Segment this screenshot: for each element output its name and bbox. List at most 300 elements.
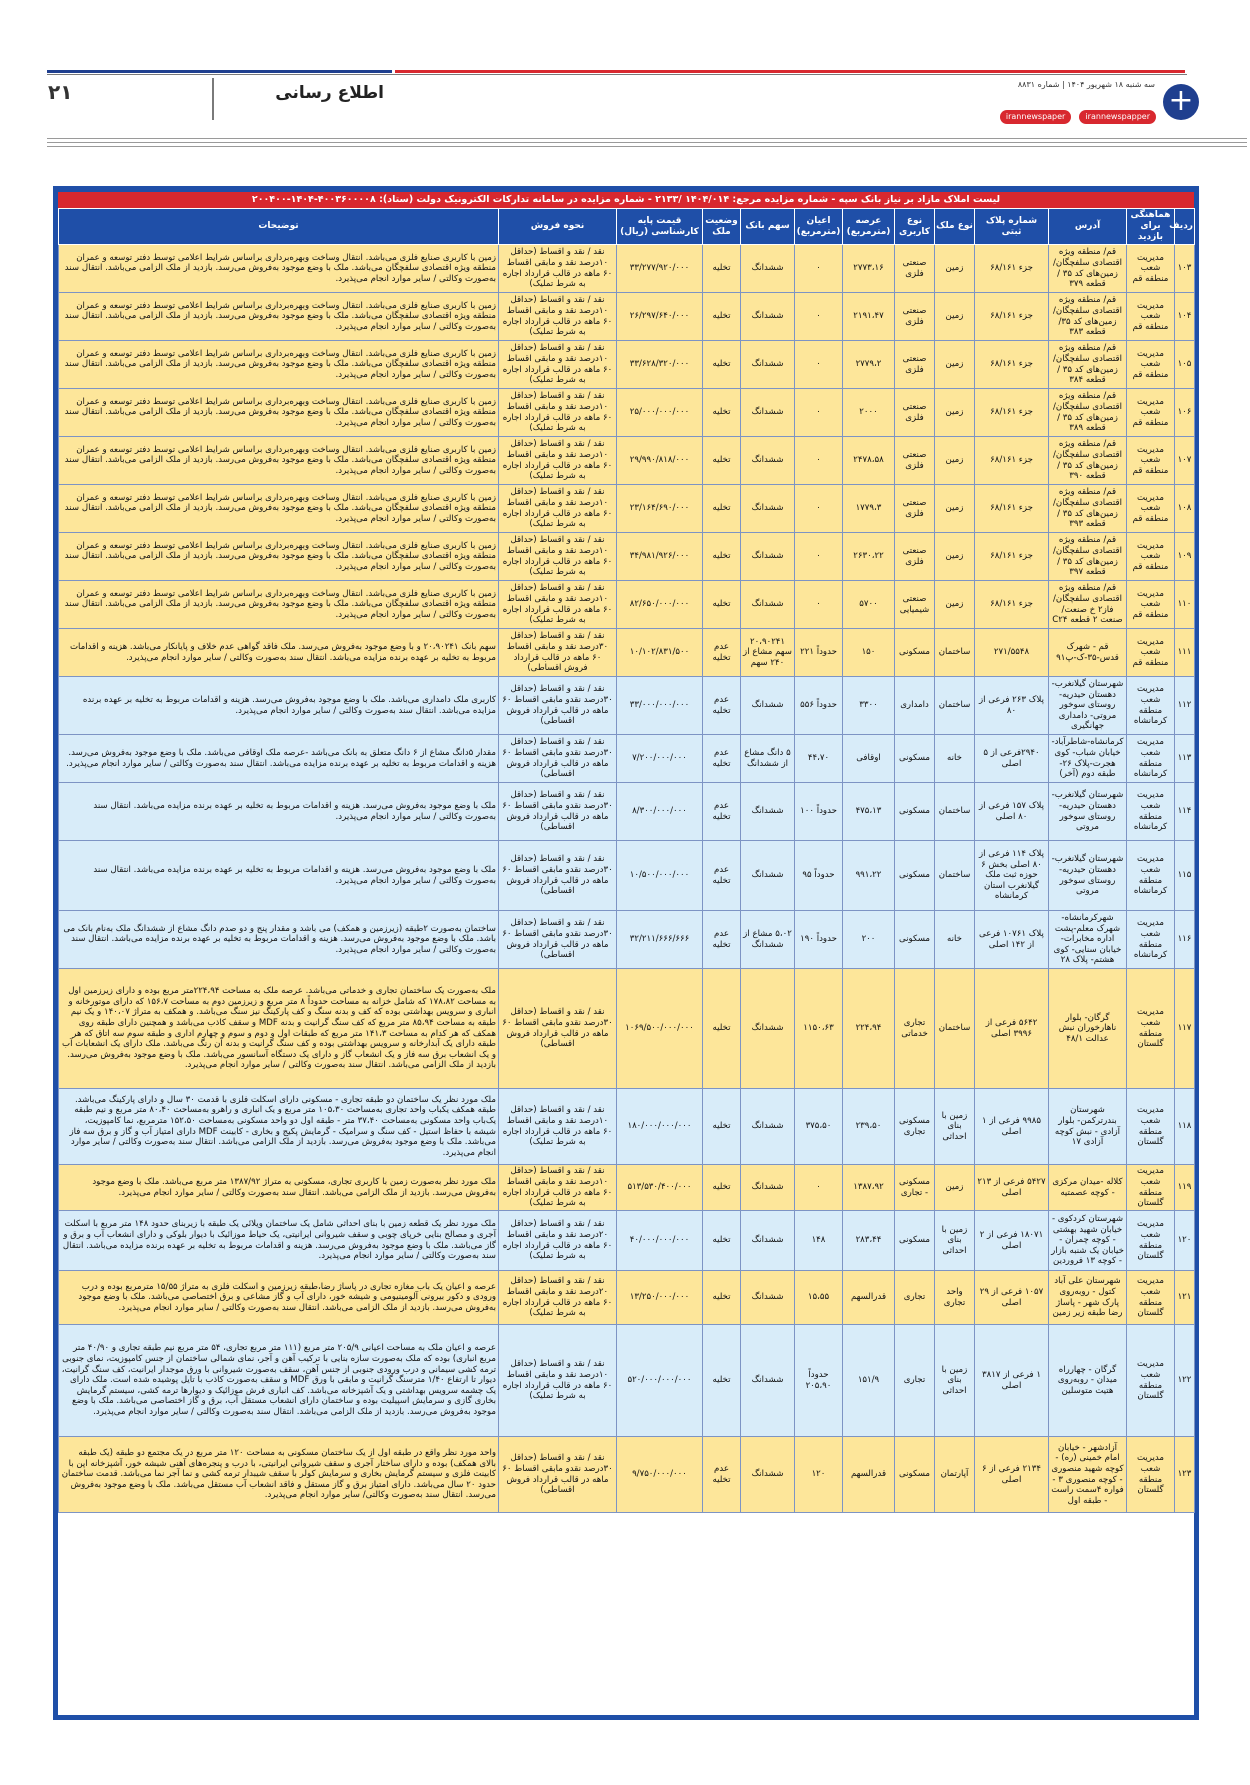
cell-type: ساختمان	[935, 969, 975, 1089]
cell-n: ۱۱۳	[1175, 735, 1195, 783]
cell-bldg: ۰	[795, 389, 843, 437]
cell-area: ۲۰۰۰	[843, 389, 895, 437]
cell-area: ۲۰۰	[843, 911, 895, 969]
cell-plate: جزء ۶۸/۱۶۱	[975, 389, 1049, 437]
cell-sale: نقد / نقد و اقساط (حداقل ۲۰درصد نقد و مابقی اقساط ۶۰ ماهه در قالب قرارداد اجاره به شرط تملیک)	[499, 1211, 617, 1271]
cell-bldg: ۴۴،۷۰	[795, 735, 843, 783]
cell-status: تخلیه	[703, 437, 741, 485]
cell-desc: زمین با کاربری صنایع فلزی می‌باشد. انتقال وساخت وبهره‌برداری براساس شرایط اعلامی توسط دفتر توسعه و عمران منطقه ویژه اقتصادی سلفچگان می‌باشد. ملک با وضع موجود به‌فروش می‌رسد. بازدید از ملک الزامی می‌باشد. انتقال سند به‌صورت وکالتی / سایر موارد انجام می‌پذیرد.	[59, 437, 499, 485]
cell-sale: نقد / نقد و اقساط (حداقل ۱۰درصد نقد و مابقی اقساط ۶۰ ماهه در قالب قرارداد اجاره به شرط تملیک)	[499, 1089, 617, 1165]
cell-plate: جزء ۶۸/۱۶۱	[975, 485, 1049, 533]
cell-desc: ملک مورد نظر یک ساختمان دو طبقه تجاری - مسکونی دارای اسکلت فلزی با قدمت ۳۰ سال و دارای پارکینگ می‌باشد. طبقه همکف یکباب واحد تجاری به‌مساحت ۱۰۵،۳۰ متر مربع و یک انباری و راهرو به‌مساحت ۸۰،۴۰ متر مربع و نیم طبقه یک‌باب واحد مسکونی به‌مساحت ۳۷،۴۰ متر - طبقه اول دو واحد مسکونی به‌مساحت ۱۵۲،۵۰ مترمربع، نما کامپوزیت، شیشه با حفاظ استیل - کف سنگ و سرامیک - گرمایش پکیج و بخاری - کابینت MDF دارای امتیاز آب و گاز و برق سه فاز می‌باشد. ملک با وضع موجود به‌فروش می‌رسد. بازدید از ملک الزامی می‌باشد. انتقال سند به‌صورت وکالتی / سایر موارد انجام می‌پذیرد.	[59, 1089, 499, 1165]
table-row	[59, 1271, 1195, 1325]
cell-share: ششدانگ	[741, 437, 795, 485]
cell-status: تخلیه	[703, 293, 741, 341]
cell-visit: مدیریت شعب منطقه کرمانشاه	[1127, 841, 1175, 911]
cell-address: شهرکرمانشاه-شهرک معلم-پشت اداره مخابرات- خیابان سنایی- کوی هشتم- پلاک ۲۸	[1049, 911, 1127, 969]
cell-n: ۱۱۴	[1175, 783, 1195, 841]
cell-visit: مدیریت شعب منطقه قم	[1127, 581, 1175, 629]
cell-plate: جزء ۶۸/۱۶۱	[975, 293, 1049, 341]
cell-bldg: ۰	[795, 437, 843, 485]
cell-bldg: حدوداً ۱۰۰	[795, 783, 843, 841]
cell-n: ۱۲۰	[1175, 1211, 1195, 1271]
cell-share: ششدانگ	[741, 1271, 795, 1325]
cell-plate: جزء ۶۸/۱۶۱	[975, 533, 1049, 581]
rule-1	[47, 138, 1247, 139]
cell-bldg: ۰	[795, 245, 843, 293]
cell-n: ۱۰۵	[1175, 341, 1195, 389]
cell-type: آپارتمان	[935, 1437, 975, 1513]
table-row	[59, 437, 1195, 485]
cell-n: ۱۲۳	[1175, 1437, 1195, 1513]
cell-visit: مدیریت شعب منطقه گلستان	[1127, 1437, 1175, 1513]
rule-3	[47, 146, 1247, 147]
cell-address: قم/ منطقه ویژه اقتصادی سلفچگان/ زمین‌های کد ۳۵ / قطعه ۳۸۹	[1049, 389, 1127, 437]
cell-bldg: ۱۱۵۰،۶۳	[795, 969, 843, 1089]
cell-desc: کاربری ملک دامداری می‌باشد. ملک با وضع موجود به‌فروش می‌رسد. هزینه و اقدامات مربوط به تخلیه بر عهده برنده مزایده می‌باشد. انتقال سند به‌صورت وکالتی / سایر موارد انجام می‌پذیرد.	[59, 677, 499, 735]
cell-status: تخلیه	[703, 1089, 741, 1165]
table-title: لیست املاک مازاد بر نیاز بانک سپه - شماره مزایده مرجع: ۱۴۰۴/۰۱۴ /۲۱۳۳ - شماره مزایده در سامانه تدارکات الکترونیک دولت (ستاد): ۴۰۰۳۶۰۰۰۰۸-۱۴۰۴-۲۰۰۴۰۰	[58, 192, 1194, 208]
cell-use: مسکونی	[895, 911, 935, 969]
cell-bldg: ۰	[795, 293, 843, 341]
cell-bldg: حدوداً ۲۲۱	[795, 629, 843, 677]
table-header-row	[59, 209, 1195, 245]
table-row	[59, 245, 1195, 293]
cell-area: ۲۶۳۰،۲۲	[843, 533, 895, 581]
cell-use: مسکونی	[895, 629, 935, 677]
cell-visit: مدیریت شعب منطقه کرمانشاه	[1127, 911, 1175, 969]
cell-type: زمین	[935, 437, 975, 485]
cell-desc: زمین با کاربری صنایع فلزی می‌باشد. انتقال وساخت وبهره‌برداری براساس شرایط اعلامی توسط دفتر توسعه و عمران منطقه ویژه اقتصادی سلفچگان می‌باشد. ملک با وضع موجود به‌فروش می‌رسد. بازدید از ملک الزامی می‌باشد. انتقال سند به‌صورت وکالتی / سایر موارد انجام می‌پذیرد.	[59, 293, 499, 341]
table-row	[59, 783, 1195, 841]
cell-n: ۱۱۵	[1175, 841, 1195, 911]
column-header: اعیان (مترمربع)	[795, 209, 843, 245]
cell-price: ۱۰۶۹/۵۰۰/۰۰۰/۰۰۰	[617, 969, 703, 1089]
cell-type: ساختمان	[935, 783, 975, 841]
cell-use: مسکونی تجاری	[895, 1089, 935, 1165]
table-row	[59, 341, 1195, 389]
table-row	[59, 735, 1195, 783]
cell-address: گرگان - چهارراه میدان - روبه‌روی هتیت متوسلین	[1049, 1325, 1127, 1437]
cell-status: عدم تخلیه	[703, 629, 741, 677]
cell-status: تخلیه	[703, 969, 741, 1089]
column-header: نوع کاربری	[895, 209, 935, 245]
cell-visit: مدیریت شعب منطقه کرمانشاه	[1127, 677, 1175, 735]
cell-area: ۳۳۰۰	[843, 677, 895, 735]
cell-desc: واحد مورد نظر واقع در طبقه اول از یک ساختمان مسکونی به مساحت ۱۲۰ متر مربع در یک مجتمع دو طبقه (یک طبقه بالای همکف) بوده و دارای ساختار آجری و سقف شیروانی ایرانیتی، با درب و پنجره‌های آهنی شیشه خور، آشپزخانه اپن با کابینت فلزی و سیستم گرمایش بخاری و سرمایش کولر با سقف شیبدار ترمه کشی و نما آجر نما می‌باشد. قدمت ساختمان حدود ۲۰ سال می‌باشد. دارای امتیاز برق و گاز مستقل و فاقد انشعاب آب مستقل می‌باشد. ملک با وضع موجود به‌فروش می‌رسد. انتقال سند به‌صورت وکالتی/ سایر موارد انجام می‌پذیرد.	[59, 1437, 499, 1513]
cell-visit: مدیریت شعب منطقه گلستان	[1127, 1089, 1175, 1165]
cell-visit: مدیریت شعب منطقه قم	[1127, 389, 1175, 437]
cell-price: ۱۳/۲۵۰/۰۰۰/۰۰۰	[617, 1271, 703, 1325]
column-header: ردیف	[1175, 209, 1195, 245]
cell-visit: مدیریت شعب منطقه قم	[1127, 293, 1175, 341]
cell-price: ۳۳/۲۷۷/۹۲۰/۰۰۰	[617, 245, 703, 293]
column-header: عرصه (مترمربع)	[843, 209, 895, 245]
cell-type: زمین	[935, 581, 975, 629]
cell-area: ۹۹۱،۲۲	[843, 841, 895, 911]
cell-type: ساختمان	[935, 629, 975, 677]
cell-bldg: حدوداً ۹۵	[795, 841, 843, 911]
cell-desc: ملک با وضع موجود به‌فروش می‌رسد. هزینه و اقدامات مربوط به تخلیه بر عهده برنده مزایده می‌باشد. انتقال سند به‌صورت وکالتی / سایر موارد انجام می‌پذیرد.	[59, 841, 499, 911]
cell-status: تخلیه	[703, 1271, 741, 1325]
cell-price: ۸/۳۰۰/۰۰۰/۰۰۰	[617, 783, 703, 841]
cell-area: ۲۸۳،۴۴	[843, 1211, 895, 1271]
social-handles	[958, 104, 1156, 119]
cell-type: زمین	[935, 533, 975, 581]
cell-bldg: ۱۵،۵۵	[795, 1271, 843, 1325]
cell-price: ۴۰/۰۰۰/۰۰۰/۰۰۰	[617, 1211, 703, 1271]
column-header: توضیحات	[59, 209, 499, 245]
cell-type: ساختمان	[935, 677, 975, 735]
cell-desc: زمین با کاربری صنایع فلزی می‌باشد. انتقال وساخت وبهره‌برداری براساس شرایط اعلامی توسط دفتر توسعه و عمران منطقه ویژه اقتصادی سلفچگان می‌باشد. ملک با وضع موجود به‌فروش می‌رسد. بازدید از ملک الزامی می‌باشد. انتقال سند به‌صورت وکالتی / سایر موارد انجام می‌پذیرد.	[59, 341, 499, 389]
table-row	[59, 389, 1195, 437]
cell-status: تخلیه	[703, 581, 741, 629]
header-divider	[47, 74, 1187, 75]
table-row	[59, 969, 1195, 1089]
table-row	[59, 629, 1195, 677]
cell-type: زمین	[935, 389, 975, 437]
cell-area: ۱۷۷۹،۳	[843, 485, 895, 533]
table-row	[59, 1437, 1195, 1513]
cell-address: شهرستان گیلانغرب- دهستان حیدریه- روستای سوخور مروتی	[1049, 783, 1127, 841]
cell-n: ۱۲۱	[1175, 1271, 1195, 1325]
cell-sale: نقد / نقد و اقساط (حداقل ۳۰درصد نقد و مابقی اقساط ۶۰ ماهه در قالب قرارداد فروش اقساطی)	[499, 629, 617, 677]
cell-type: ساختمان	[935, 841, 975, 911]
cell-visit: مدیریت شعب منطقه گلستان	[1127, 969, 1175, 1089]
cell-price: ۲۶/۲۹۷/۶۴۰/۰۰۰	[617, 293, 703, 341]
cell-address: شهرستان گیلانغرب- دهستان حیدریه- روستای سوخور مروتی- دامداری جهانگیری	[1049, 677, 1127, 735]
social-handle-2[interactable]: irannewspaper	[1000, 110, 1071, 124]
cell-share: ششدانگ	[741, 1211, 795, 1271]
cell-sale: نقد / نقد و اقساط (حداقل ۱۰درصد نقد و مابقی اقساط ۶۰ ماهه در قالب قرارداد اجاره به شرط تملیک)	[499, 533, 617, 581]
cell-bldg: حدوداً ۵۵۶	[795, 677, 843, 735]
cell-price: ۹/۷۵۰/۰۰۰/۰۰۰	[617, 1437, 703, 1513]
cell-status: تخلیه	[703, 341, 741, 389]
cell-price: ۳۳/۶۲۸/۳۲۰/۰۰۰	[617, 341, 703, 389]
cell-price: ۳۴/۹۸۱/۹۲۶/۰۰۰	[617, 533, 703, 581]
column-header: قیمت پایه کارشناسی (ریال)	[617, 209, 703, 245]
cell-bldg: ۰	[795, 533, 843, 581]
auction-table-body	[58, 208, 1194, 1715]
cell-use: دامداری	[895, 677, 935, 735]
cell-n: ۱۰۸	[1175, 485, 1195, 533]
cell-plate: ۵۶۴۲ فرعی از ۳۹۹۶ اصلی	[975, 969, 1049, 1089]
cell-share: ششدانگ	[741, 341, 795, 389]
table-row	[59, 485, 1195, 533]
cell-area: ۱۵۱/۹	[843, 1325, 895, 1437]
cell-status: تخلیه	[703, 1211, 741, 1271]
cell-price: ۳۲/۲۱۱/۶۶۶/۶۶۶	[617, 911, 703, 969]
cell-use: مسکونی	[895, 1437, 935, 1513]
table-row	[59, 911, 1195, 969]
auction-table	[58, 208, 1195, 1513]
cell-use: صنعتی فلزی	[895, 341, 935, 389]
cell-use: صنعتی شیمیایی	[895, 581, 935, 629]
cell-visit: مدیریت شعب منطقه قم	[1127, 245, 1175, 293]
table-row	[59, 1211, 1195, 1271]
cell-area: ۱۳۸۷،۹۲	[843, 1165, 895, 1211]
cell-type: زمین	[935, 485, 975, 533]
cell-bldg: ۰	[795, 1165, 843, 1211]
cell-n: ۱۰۶	[1175, 389, 1195, 437]
cell-address: قم/ منطقه ویژه اقتصادی سلفچگان/ زمین‌های کد ۳۵ / قطعه ۳۹۰	[1049, 437, 1127, 485]
column-header: وضعیت ملک	[703, 209, 741, 245]
plus-icon[interactable]: +	[1163, 84, 1199, 120]
cell-area: ۲۳۹،۵۰	[843, 1089, 895, 1165]
cell-n: ۱۱۸	[1175, 1089, 1195, 1165]
cell-desc: ملک با وضع موجود به‌فروش می‌رسد. هزینه و اقدامات مربوط به تخلیه بر عهده برنده مزایده می‌باشد. انتقال سند به‌صورت وکالتی / سایر موارد انجام می‌پذیرد.	[59, 783, 499, 841]
cell-plate: پلاک ۲۶۳ فرعی از ۸۰	[975, 677, 1049, 735]
cell-price: ۲۳/۱۶۴/۶۹۰/۰۰۰	[617, 485, 703, 533]
cell-price: ۲۵/۰۰۰/۰۰۰/۰۰۰	[617, 389, 703, 437]
cell-n: ۱۲۲	[1175, 1325, 1195, 1437]
column-header: نوع ملک	[935, 209, 975, 245]
column-header: آدرس	[1049, 209, 1127, 245]
cell-n: ۱۱۱	[1175, 629, 1195, 677]
table-row	[59, 293, 1195, 341]
cell-share: ششدانگ	[741, 581, 795, 629]
cell-bldg: ۳۷۵،۵۰	[795, 1089, 843, 1165]
page-number: ۲۱	[48, 80, 73, 104]
cell-plate: جزء ۶۸/۱۶۱	[975, 341, 1049, 389]
cell-status: عدم تخلیه	[703, 677, 741, 735]
cell-type: واحد تجاری	[935, 1271, 975, 1325]
cell-visit: مدیریت شعب منطقه قم	[1127, 485, 1175, 533]
cell-address: کرمانشاه-شاطرآباد- خیابان شباب- کوی هجرت-پلاک ۲۶- طبقه دوم (آخر)	[1049, 735, 1127, 783]
cell-n: ۱۰۳	[1175, 245, 1195, 293]
cell-plate: جزء ۶۸/۱۶۱	[975, 245, 1049, 293]
cell-bldg: ۱۲۰	[795, 1437, 843, 1513]
cell-desc: زمین با کاربری صنایع فلزی می‌باشد. انتقال وساخت وبهره‌برداری براساس شرایط اعلامی توسط دفتر توسعه و عمران منطقه ویژه اقتصادی سلفچگان می‌باشد. ملک با وضع موجود به‌فروش می‌رسد. بازدید از ملک الزامی می‌باشد. انتقال سند به‌صورت وکالتی / سایر موارد انجام می‌پذیرد.	[59, 485, 499, 533]
table-row	[59, 677, 1195, 735]
cell-sale: نقد / نقد و اقساط (حداقل ۳۰درصد نقدو مابقی اقساط ۶۰ ماهه در قالب قرارداد فروش اقساطی)	[499, 969, 617, 1089]
cell-area: ۴۷۵،۱۳	[843, 783, 895, 841]
cell-share: ششدانگ	[741, 245, 795, 293]
cell-share: ششدانگ	[741, 1165, 795, 1211]
cell-status: تخلیه	[703, 533, 741, 581]
cell-use: مسکونی	[895, 735, 935, 783]
cell-n: ۱۱۰	[1175, 581, 1195, 629]
cell-price: ۵۱۳/۵۳۰/۴۰۰/۰۰۰	[617, 1165, 703, 1211]
cell-use: مسکونی	[895, 841, 935, 911]
cell-bldg: ۰	[795, 341, 843, 389]
cell-status: تخلیه	[703, 485, 741, 533]
cell-sale: نقد / نقد و اقساط (حداقل ۳۰درصد نقدو مابقی اقساط ۶۰ ماهه در قالب قرارداد فروش اقساطی)	[499, 735, 617, 783]
header-blue-rule	[47, 70, 392, 73]
cell-address: شهرستان علی آباد کتول - روبه‌روی پارک شهر - پاساژ رضا طبقه زیر زمین	[1049, 1271, 1127, 1325]
cell-use: صنعتی فلزی	[895, 389, 935, 437]
cell-n: ۱۱۷	[1175, 969, 1195, 1089]
cell-share: ششدانگ	[741, 389, 795, 437]
cell-share: ششدانگ	[741, 677, 795, 735]
cell-use: تجاری	[895, 1271, 935, 1325]
cell-type: زمین با بنای احداثی	[935, 1089, 975, 1165]
cell-sale: نقد / نقد و اقساط (حداقل ۱۰درصد نقد و مابقی اقساط ۶۰ ماهه در قالب قرارداد اجاره به شرط تملیک)	[499, 245, 617, 293]
cell-area: ۵۷۰۰	[843, 581, 895, 629]
cell-visit: مدیریت شعب منطقه کرمانشاه	[1127, 783, 1175, 841]
cell-sale: نقد / نقد و اقساط (حداقل ۱۰درصد نقد و مابقی اقساط ۶۰ ماهه در قالب قرارداد اجاره به شرط تملیک)	[499, 341, 617, 389]
cell-share: ۵ دانگ مشاع از ششدانگ	[741, 735, 795, 783]
cell-price: ۱۸۰/۰۰۰/۰۰۰/۰۰۰	[617, 1089, 703, 1165]
cell-area: ۲۲۴،۹۴	[843, 969, 895, 1089]
cell-desc: زمین با کاربری صنایع فلزی می‌باشد. انتقال وساخت وبهره‌برداری براساس شرایط اعلامی توسط دفتر توسعه و عمران منطقه ویژه اقتصادی سلفچگان می‌باشد. ملک با وضع موجود به‌فروش می‌رسد. بازدید از ملک الزامی می‌باشد. انتقال سند به‌صورت وکالتی / سایر موارد انجام می‌پذیرد.	[59, 581, 499, 629]
cell-address: قم/ منطقه ویژه اقتصادی سلفچگان/ زمین‌های کد ۳۵ / قطعه ۳۸۴	[1049, 341, 1127, 389]
cell-visit: مدیریت شعب منطقه قم	[1127, 341, 1175, 389]
cell-sale: نقد / نقد و اقساط (حداقل ۳۰درصد نقدو مابقی اقساط ۶۰ ماهه در قالب قرارداد فروش اقساطی)	[499, 783, 617, 841]
cell-visit: مدیریت شعب منطقه گلستان	[1127, 1165, 1175, 1211]
social-handle-1[interactable]: irannewspapper	[1079, 110, 1156, 124]
cell-address: آزادشهر - خیابان امام خمینی (ره) - کوچه شهید منصوری - کوچه منصوری ۳ - فواره ۴سمت راست - طبقه اول	[1049, 1437, 1127, 1513]
cell-n: ۱۰۷	[1175, 437, 1195, 485]
cell-sale: نقد / نقد و اقساط (حداقل ۱۰درصد نقد و مابقی اقساط ۶۰ ماهه در قالب قرارداد اجاره به شرط تملیک)	[499, 437, 617, 485]
cell-share: ششدانگ	[741, 1437, 795, 1513]
cell-sale: نقد / نقد و اقساط (حداقل ۳۰درصد نقدو مابقی اقساط ۶۰ ماهه در قالب قرارداد فروش اقساطی)	[499, 677, 617, 735]
cell-address: کلاله -میدان مرکزی - کوچه عصمتیه	[1049, 1165, 1127, 1211]
cell-price: ۱۰/۵۰۰/۰۰۰/۰۰۰	[617, 841, 703, 911]
cell-use: صنعتی فلزی	[895, 437, 935, 485]
cell-sale: نقد / نقد و اقساط (حداقل ۱۰درصد نقد و مابقی اقساط ۶۰ ماهه در قالب قرارداد اجاره به شرط تملیک)	[499, 581, 617, 629]
cell-plate: ۱۸۰۷۱ فرعی از ۲ اصلی	[975, 1211, 1049, 1271]
cell-share: ششدانگ	[741, 293, 795, 341]
header-red-rule	[395, 70, 1185, 73]
cell-bldg: ۰	[795, 581, 843, 629]
cell-type: خانه	[935, 735, 975, 783]
cell-plate: ۱۰۵۷ فرعی از ۲۹ اصلی	[975, 1271, 1049, 1325]
table-row	[59, 533, 1195, 581]
cell-address: قم/ منطقه ویژه اقتصادی سلفچگان/ فاز۲ خ صنعت/ صنعت ۲ قطعه C۲۴	[1049, 581, 1127, 629]
cell-type: زمین با بنای احداثی	[935, 1211, 975, 1271]
cell-visit: مدیریت شعب منطقه گلستان	[1127, 1271, 1175, 1325]
column-header: نحوه فروش	[499, 209, 617, 245]
cell-price: ۵۲۰/۰۰۰/۰۰۰/۰۰۰	[617, 1325, 703, 1437]
cell-address: شهرستان گیلانغرب- دهستان حیدریه- روستای سوخور مروتی	[1049, 841, 1127, 911]
cell-area: ۲۴۷۸،۵۸	[843, 437, 895, 485]
cell-plate: ۵۴۲۷ فرعی از ۲۱۳ اصلی	[975, 1165, 1049, 1211]
cell-plate: ۲۷۱/۵۵۴۸	[975, 629, 1049, 677]
cell-bldg: حدوداً ۱۹۰	[795, 911, 843, 969]
cell-sale: نقد / نقد و اقساط (حداقل ۱۰درصد نقد و مابقی اقساط ۶۰ ماهه در قالب قرارداد اجاره به شرط تملیک)	[499, 293, 617, 341]
cell-n: ۱۱۶	[1175, 911, 1195, 969]
cell-visit: مدیریت شعب منطقه قم	[1127, 437, 1175, 485]
cell-sale: نقد / نقد و اقساط (حداقل ۲۰درصد نقد و مابقی اقساط ۶۰ ماهه در قالب قرارداد اجاره به شرط تملیک)	[499, 1271, 617, 1325]
cell-plate: ۲۹۴۰فرعی از ۵ اصلی	[975, 735, 1049, 783]
cell-plate: جزء ۶۸/۱۶۱	[975, 581, 1049, 629]
cell-plate: جزء ۶۸/۱۶۱	[975, 437, 1049, 485]
cell-use: مسکونی	[895, 783, 935, 841]
section-title: اطلاع رسانی	[212, 78, 390, 120]
cell-type: خانه	[935, 911, 975, 969]
cell-status: تخلیه	[703, 1165, 741, 1211]
cell-n: ۱۰۹	[1175, 533, 1195, 581]
cell-price: ۸۲/۶۵۰/۰۰۰/۰۰۰	[617, 581, 703, 629]
cell-n: ۱۱۲	[1175, 677, 1195, 735]
cell-bldg: ۱۴۸	[795, 1211, 843, 1271]
cell-use: صنعتی فلزی	[895, 245, 935, 293]
cell-type: زمین	[935, 1165, 975, 1211]
cell-share: ششدانگ	[741, 533, 795, 581]
cell-use: صنعتی فلزی	[895, 485, 935, 533]
cell-plate: ۲۱۳۴ فرعی از ۶ اصلی	[975, 1437, 1049, 1513]
cell-type: زمین	[935, 341, 975, 389]
cell-n: ۱۰۴	[1175, 293, 1195, 341]
cell-share: ششدانگ	[741, 783, 795, 841]
cell-share: ۵،۰۲ مشاع از ششدانگ	[741, 911, 795, 969]
table-row	[59, 1325, 1195, 1437]
column-header: سهم بانک	[741, 209, 795, 245]
issue-date: سه شنبه ۱۸ شهریور ۱۴۰۴ | شماره ۸۸۳۱	[1017, 80, 1155, 89]
cell-price: ۱۰/۱۰۲/۸۳۱/۵۰۰	[617, 629, 703, 677]
table-row	[59, 1165, 1195, 1211]
cell-sale: نقد / نقد و اقساط (حداقل ۱۰درصد نقد و مابقی اقساط ۶۰ ماهه در قالب قرارداد اجاره به شرط تملیک)	[499, 1325, 617, 1437]
cell-visit: مدیریت شعب منطقه کرمانشاه	[1127, 735, 1175, 783]
page-header	[0, 0, 1250, 70]
cell-address: قم/ منطقه ویژه اقتصادی سلفچگان/ زمین‌های کد ۳۵ / قطعه ۳۹۳	[1049, 485, 1127, 533]
cell-use: مسکونی - تجاری	[895, 1165, 935, 1211]
cell-plate: پلاک ۱۱۴ فرعی از ۸۰ اصلی بخش ۶ حوزه ثبت ملک گیلانغرب استان کرمانشاه	[975, 841, 1049, 911]
cell-use: صنعتی فلزی	[895, 293, 935, 341]
cell-status: تخلیه	[703, 1325, 741, 1437]
cell-sale: نقد / نقد و اقساط (حداقل ۳۰درصد نقدو مابقی اقساط ۶۰ ماهه در قالب قرارداد فروش اقساطی)	[499, 841, 617, 911]
cell-status: عدم تخلیه	[703, 911, 741, 969]
cell-plate: ۱ فرعی از ۳۸۱۷ اصلی	[975, 1325, 1049, 1437]
cell-sale: نقد / نقد و اقساط (حداقل ۳۰درصد نقدو مابقی اقساط ۶۰ ماهه در قالب قرارداد فروش اقساطی)	[499, 1437, 617, 1513]
cell-share: ششدانگ	[741, 841, 795, 911]
cell-desc: عرصه و اعیان ملک به مساحت اعیانی ۲۰۵/۹ متر مربع (۱۱۱ متر مربع تجاری، ۵۴ متر مربع نیم طبقه تجاری و ۴۰/۹۰ متر مربع انباری) بوده که ملک به‌صورت سازه بنایی با ترکیب آهن و آجر، نمای شمالی ساختمان از جنس کامپوزیت، نمای جنوبی ترمه کشی سیمانی و درب ورودی جنوبی از جنس آهن، سقف به‌صورت شیروانی با ورق موجدار ایرانیت، کف سنگ گرانیت، دیوار تا ارتفاع ۱/۴۰ مترسنگ گرانیت و مابقی با ورق MDF و سقف به‌صورت کاذب با تایل پوشیده شده است. ملک دارای یک چشمه سرویس بهداشتی و یک آشپزخانه می‌باشد. کف انباری فرش موزائیک و دیوارها ترمه کشی، سیستم گرمایش بخاری گازی و سرمایش اسپیلیت بوده و ساختمان دارای انشعاب مستقل آب، برق و گاز اختصاصی می‌باشد. ملک با وضع موجود به‌فروش می‌رسد. بازدید از ملک الزامی می‌باشد. انتقال سند به‌صورت وکالتی / سایر موارد انجام می‌پذیرد.	[59, 1325, 499, 1437]
cell-bldg: ۰	[795, 485, 843, 533]
cell-area: ۲۷۷۹،۲	[843, 341, 895, 389]
cell-price: ۲۹/۹۹۰/۸۱۸/۰۰۰	[617, 437, 703, 485]
cell-share: ششدانگ	[741, 969, 795, 1089]
cell-visit: مدیریت شعب منطقه قم	[1127, 629, 1175, 677]
cell-visit: مدیریت شعب منطقه قم	[1127, 533, 1175, 581]
column-header: هماهنگی برای بازدید	[1127, 209, 1175, 245]
cell-visit: مدیریت شعب منطقه گلستان	[1127, 1325, 1175, 1437]
cell-address: قم - شهرک قدس-۳۵-ک-پ۹۱	[1049, 629, 1127, 677]
column-header: شماره پلاک ثبتی	[975, 209, 1049, 245]
cell-sale: نقد / نقد و اقساط (حداقل ۱۰درصد نقد و مابقی اقساط ۶۰ ماهه در قالب قرارداد اجاره به شرط تملیک)	[499, 1165, 617, 1211]
cell-use: تجاری	[895, 1325, 935, 1437]
cell-desc: سهم بانک ۲۰،۹۰۲۴۱ و با وضع موجود به‌فروش می‌رسد. ملک فاقد گواهی عدم خلاف و پایانکار می‌باشد. هزینه و اقدامات مربوط به تخلیه بر عهده برنده مزایده می‌باشد. انتقال سند به‌صورت وکالتی / سایر موارد انجام می‌پذیرد.	[59, 629, 499, 677]
cell-desc: زمین با کاربری صنایع فلزی می‌باشد. انتقال وساخت وبهره‌برداری براساس شرایط اعلامی توسط دفتر توسعه و عمران منطقه ویژه اقتصادی سلفچگان می‌باشد. ملک با وضع موجود به‌فروش می‌رسد. بازدید از ملک الزامی می‌باشد. انتقال سند به‌صورت وکالتی / سایر موارد انجام می‌پذیرد.	[59, 245, 499, 293]
cell-status: عدم تخلیه	[703, 735, 741, 783]
cell-desc: مقدار ۵دانگ مشاع از ۶ دانگ متعلق به بانک می‌باشد -عرصه ملک اوقافی می‌باشد. ملک با وضع موجود به‌فروش می‌رسد. هزینه و اقدامات مربوط به تخلیه بر عهده برنده مزایده می‌باشد. انتقال سند به‌صورت وکالتی / سایر موارد انجام می‌پذیرد.	[59, 735, 499, 783]
cell-address: قم/ منطقه ویژه اقتصادی سلفچگان/ زمین‌های کد ۳۵ / قطعه ۳۷۹	[1049, 245, 1127, 293]
cell-desc: زمین با کاربری صنایع فلزی می‌باشد. انتقال وساخت وبهره‌برداری براساس شرایط اعلامی توسط دفتر توسعه و عمران منطقه ویژه اقتصادی سلفچگان می‌باشد. ملک با وضع موجود به‌فروش می‌رسد. بازدید از ملک الزامی می‌باشد. انتقال سند به‌صورت وکالتی / سایر موارد انجام می‌پذیرد.	[59, 533, 499, 581]
cell-sale: نقد / نقد و اقساط (حداقل ۱۰درصد نقد و مابقی اقساط ۶۰ ماهه در قالب قرارداد اجاره به شرط تملیک)	[499, 389, 617, 437]
cell-share: ششدانگ	[741, 485, 795, 533]
cell-status: تخلیه	[703, 389, 741, 437]
cell-sale: نقد / نقد و اقساط (حداقل ۱۰درصد نقد و مابقی اقساط ۶۰ ماهه در قالب قرارداد اجاره به شرط تملیک)	[499, 485, 617, 533]
cell-type: زمین	[935, 293, 975, 341]
cell-use: مسکونی	[895, 1211, 935, 1271]
cell-desc: ملک مورد نظر یک قطعه زمین با بنای احداثی شامل یک ساختمان ویلائی یک طبقه با زیربنای حدود ۱۴۸ متر مربع با اسکلت آجری و مصالح بنایی خرپای چوبی و سقف شیروانی ایرانیتی، یک حیاط موزائیک با دیوار بلوکی و دارای انشعاب آب و برق و گاز می‌باشد. ملک با وضع موجود به‌فروش می‌رسد. هزینه و اقدامات مربوط به تخلیه بر عهده برنده مزایده می‌باشد. انتقال سند به‌صورت وکالتی / سایر موارد انجام می‌پذیرد.	[59, 1211, 499, 1271]
cell-price: ۳۳/۰۰۰/۰۰۰/۰۰۰	[617, 677, 703, 735]
cell-address: گرگان- بلوار ناهارخوران نبش عدالت ۴۸/۱	[1049, 969, 1127, 1089]
cell-sale: نقد / نقد و اقساط (حداقل ۳۰درصد نقدو مابقی اقساط ۶۰ ماهه در قالب قرارداد فروش اقساطی)	[499, 911, 617, 969]
table-row	[59, 581, 1195, 629]
cell-use: تجاری خدماتی	[895, 969, 935, 1089]
cell-area: ۱۵۰	[843, 629, 895, 677]
auction-table-frame	[53, 186, 1199, 1720]
cell-desc: عرصه و اعیان یک باب مغازه تجاری در پاساژ رضا،طبقه زیرزمین و اسکلت فلزی به متراژ ۱۵/۵۵ مترمربع بوده و درب ورودی و دکور بیرونی آلومینیومی و شیشه خور، دارای آب و گاز مشاعی و برق اختصاصی می‌باشد. ملک با وضع موجود به‌فروش می‌رسد. بازدید از ملک الزامی می‌باشد. انتقال سند به‌صورت وکالتی / سایر موارد انجام می‌پذیرد.	[59, 1271, 499, 1325]
cell-area: ۲۱۹۱،۴۷	[843, 293, 895, 341]
cell-status: عدم تخلیه	[703, 783, 741, 841]
cell-desc: زمین با کاربری صنایع فلزی می‌باشد. انتقال وساخت وبهره‌برداری براساس شرایط اعلامی توسط دفتر توسعه و عمران منطقه ویژه اقتصادی سلفچگان می‌باشد. ملک با وضع موجود به‌فروش می‌رسد. بازدید از ملک الزامی می‌باشد. انتقال سند به‌صورت وکالتی / سایر موارد انجام می‌پذیرد.	[59, 389, 499, 437]
cell-use: صنعتی فلزی	[895, 533, 935, 581]
cell-address: قم/ منطقه ویژه اقتصادی سلفچگان/ زمین‌های کد ۳۵/ قطعه ۳۸۳	[1049, 293, 1127, 341]
cell-area: ۲۷۷۳،۱۶	[843, 245, 895, 293]
cell-status: تخلیه	[703, 245, 741, 293]
